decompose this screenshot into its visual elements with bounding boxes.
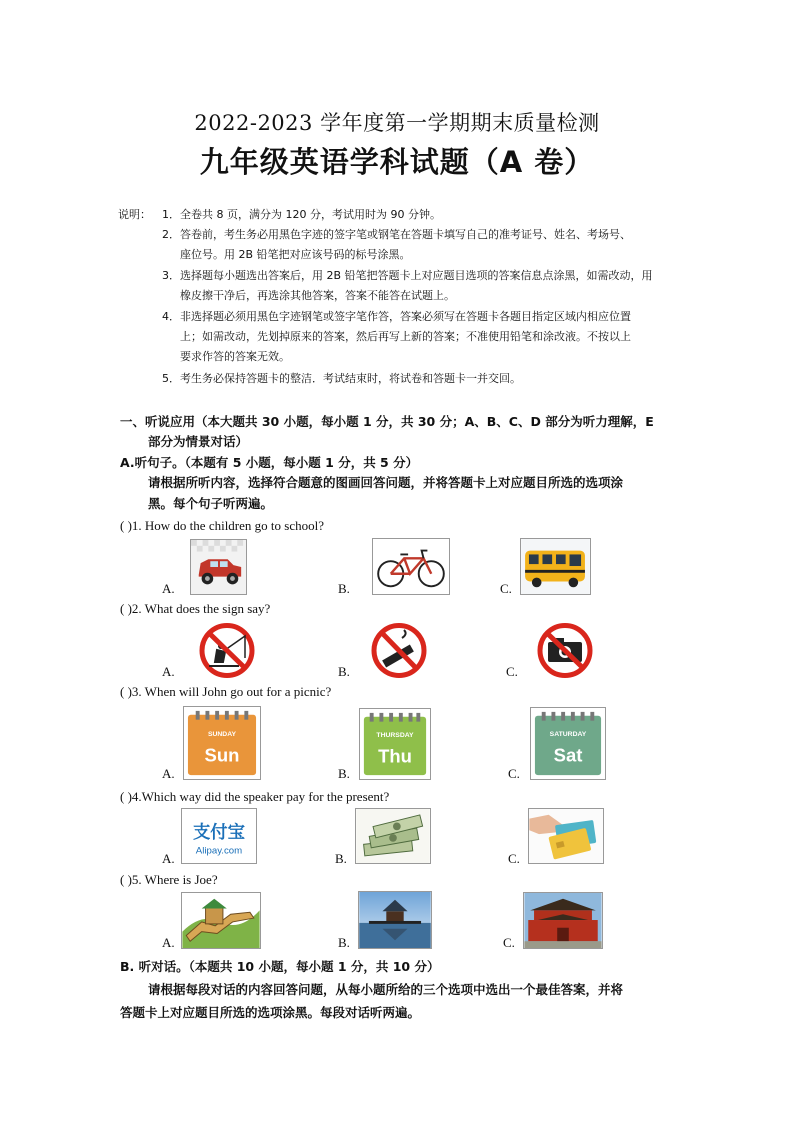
cal-c-day: SATURDAY [549, 731, 587, 739]
note-4-cont: 上；如需改动，先划掉原来的答案，然后再写上新的答案；不准使用铅笔和涂改液。不按以上 [180, 330, 631, 343]
note-3-cont: 橡皮擦干净后，再选涂其他答案，答案不能答在试题上。 [180, 289, 455, 302]
alipay-domain: Alipay.com [195, 845, 243, 857]
q5-option-a[interactable]: A. [162, 935, 175, 950]
notes-label: 说明： [118, 208, 151, 221]
note-2-cont: 座位号。用 2B 铅笔把对应该号码的标号涂黑。 [180, 248, 411, 261]
q1-option-a[interactable]: A. [162, 581, 175, 596]
exam-title: 2022-2023 学年度第一学期期末质量检测 [194, 111, 600, 135]
cash-bundle-icon [355, 808, 431, 864]
partB-instr-cont: 答题卡上对应题目所选的选项涂黑。每段对话听两遍。 [120, 1005, 421, 1020]
cal-c-abbr: Sat [553, 744, 583, 766]
paper-title: 九年级英语学科试题（A 卷） [199, 145, 595, 179]
credit-card-icon [528, 808, 604, 864]
bicycle-icon [372, 538, 450, 595]
partB-title: B. 听对话。（本题共 10 小题，每小题 1 分，共 10 分） [120, 959, 440, 974]
cal-a-day: SUNDAY [207, 731, 237, 739]
cal-b-abbr: Thu [378, 745, 412, 767]
alipay-logo-text: 支付宝 [192, 822, 246, 843]
cal-b-day: THURSDAY [376, 732, 414, 740]
q4-option-b[interactable]: B. [335, 851, 347, 866]
note-1: 1．全卷共 8 页，满分为 120 分，考试用时为 90 分钟。 [162, 208, 441, 221]
alipay-logo [181, 808, 257, 864]
partA-instr-cont: 黑。每个句子听两遍。 [148, 496, 274, 511]
pavilion-lake-icon [358, 891, 432, 949]
question-1: ( )1. How do the children go to school? [120, 518, 324, 533]
note-5: 5．考生务必保持答题卡的整洁．考试结束时，将试卷和答题卡一并交回。 [162, 372, 521, 385]
calendar-thursday-icon [359, 708, 431, 780]
note-4-cont2: 要求作答的答案无效。 [180, 350, 290, 363]
q3-option-c[interactable]: C. [508, 766, 520, 781]
note-4: 4．非选择题必须用黑色字迹钢笔或签字笔作答，答案必须写在答题卡各题目指定区域内相应位置 [162, 310, 631, 323]
cal-a-abbr: Sun [204, 744, 240, 766]
no-photo-sign-icon [526, 622, 604, 679]
question-3: ( )3. When will John go out for a picnic? [120, 684, 332, 699]
q1-option-b[interactable]: B. [338, 581, 350, 596]
q2-option-b[interactable]: B. [338, 664, 350, 679]
great-wall-icon [181, 892, 261, 949]
note-2: 2．答卷前，考生务必用黑色字迹的签字笔或钢笔在答题卡填写自己的准考证号、姓名、考场号、 [162, 228, 631, 241]
no-fishing-sign-icon [189, 622, 265, 679]
q2-option-c[interactable]: C. [506, 664, 518, 679]
note-3: 3．选择题每小题选出答案后，用 2B 铅笔把答题卡上对应题目选项的答案信息点涂黑，如需改动，用 [162, 269, 653, 282]
question-2: ( )2. What does the sign say? [120, 601, 271, 616]
q3-option-b[interactable]: B. [338, 766, 350, 781]
q4-option-a[interactable]: A. [162, 851, 175, 866]
q3-option-a[interactable]: A. [162, 766, 175, 781]
partB-instr: 请根据每段对话的内容回答问题，从每小题所给的三个选项中选出一个最佳答案，并将 [148, 982, 624, 997]
q1-option-c[interactable]: C. [500, 581, 512, 596]
partA-instr: 请根据所听内容，选择符合题意的图画回答问题，并将答题卡上对应题目所选的选项涂 [148, 475, 624, 490]
q2-option-a[interactable]: A. [162, 664, 175, 679]
section1-heading: 一、听说应用（本大题共 30 小题，每小题 1 分，共 30 分；A、B、C、D 部分为听力理解，E [120, 414, 654, 429]
partA-title: A.听句子。（本题有 5 小题，每小题 1 分，共 5 分） [120, 455, 419, 470]
question-4: ( )4.Which way did the speaker pay for the present? [120, 789, 390, 804]
q5-option-b[interactable]: B. [338, 935, 350, 950]
tiananmen-icon [523, 892, 603, 949]
calendar-sunday-icon [183, 706, 261, 780]
q4-option-c[interactable]: C. [508, 851, 520, 866]
q5-option-c[interactable]: C. [503, 935, 515, 950]
red-car-icon [190, 539, 247, 595]
section1-heading-cont: 部分为情景对话） [148, 434, 249, 449]
no-smoking-sign-icon [362, 622, 436, 679]
question-5: ( )5. Where is Joe? [120, 872, 218, 887]
calendar-saturday-icon [530, 707, 606, 780]
school-bus-icon [520, 538, 591, 595]
